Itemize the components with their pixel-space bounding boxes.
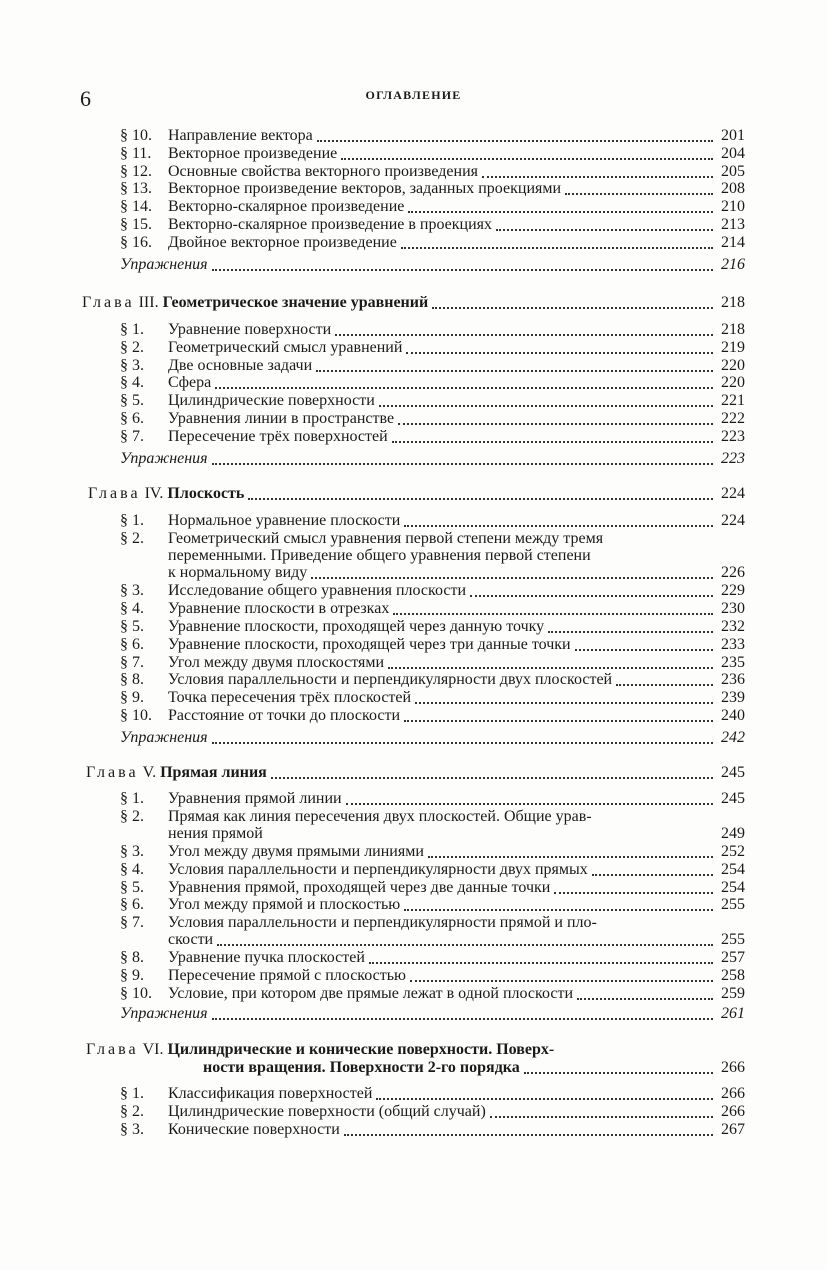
toc-entry: § 11. Векторное произведение 204 — [120, 145, 745, 162]
toc-entry: § 15. Векторно-скалярное произведение в проекциях 213 — [120, 216, 745, 233]
toc-entry: § 5. Уравнение плоскости, проходящей через данную точку 232 — [120, 618, 745, 635]
chapter-heading: Глава III. Геометрическое значение уравнений 218 — [82, 294, 745, 311]
running-title: ОГЛАВЛЕНИЕ — [365, 88, 462, 102]
toc-entry: § 12. Основные свойства векторного произведения 205 — [120, 163, 745, 180]
toc-entry: § 13. Векторное произведение векторов, заданных проекциями 208 — [120, 180, 745, 197]
toc-entry: § 10. Направление вектора 201 — [120, 127, 745, 144]
toc-entry: § 7. Угол между двумя плоскостями 235 — [120, 654, 745, 671]
toc-entry: § 1. Нормальное уравнение плоскости 224 — [120, 512, 745, 529]
chapter-heading: Глава VI. Цилиндрические и конические поверхности. Поверх- — [86, 1041, 555, 1058]
toc-exercises: Упражнения 216 — [120, 256, 745, 273]
toc-entry: § 4. Условия параллельности и перпендикулярности двух прямых 254 — [120, 861, 745, 878]
toc-entry: § 2. Геометрический смысл уравнения первой степени между тремя — [120, 530, 604, 547]
toc-entry-continuation: переменными. Приведение общего уравнения первой степени — [168, 547, 591, 564]
toc-entry: § 1. Уравнения прямой линии 245 — [120, 790, 745, 807]
toc-entry-continuation: к нормальному виду 226 — [168, 564, 745, 581]
toc-exercises: Упражнения 242 — [120, 729, 745, 746]
chapter-heading-continuation: ности вращения. Поверхности 2-го порядка 266 — [203, 1059, 745, 1076]
toc-entry: § 16. Двойное векторное произведение 214 — [120, 234, 745, 251]
toc-exercises: Упражнения 261 — [120, 1005, 745, 1022]
toc-entry: § 9. Пересечение прямой с плоскостью 258 — [120, 967, 745, 984]
chapter-heading: Глава IV. Плоскость 224 — [88, 485, 745, 502]
toc-entry: § 6. Угол между прямой и плоскостью 255 — [120, 896, 745, 913]
toc-entry: § 14. Векторно-скалярное произведение 210 — [120, 198, 745, 215]
page-number: 6 — [80, 86, 91, 111]
toc-entry: § 3. Угол между двумя прямыми линиями 252 — [120, 843, 745, 860]
toc-entry: § 2. Геометрический смысл уравнений 219 — [120, 339, 745, 356]
toc-entry: § 5. Уравнения прямой, проходящей через две данные точки 254 — [120, 879, 745, 896]
toc-entry: § 4. Уравнение плоскости в отрезках 230 — [120, 600, 745, 617]
toc-entry: § 6. Уравнение плоскости, проходящей через три данные точки 233 — [120, 636, 745, 653]
toc-entry: § 10. Расстояние от точки до плоскости 240 — [120, 707, 745, 724]
chapter-heading: Глава V. Прямая линия 245 — [86, 764, 745, 781]
toc-entry: § 8. Уравнение пучка плоскостей 257 — [120, 949, 745, 966]
toc-entry: § 2. Прямая как линия пересечения двух плоскостей. Общие урав- — [120, 808, 592, 825]
toc-entry-continuation: нения прямой 249 — [168, 825, 745, 842]
toc-entry: § 7. Пересечение трёх поверхностей 223 — [120, 428, 745, 445]
toc-entry-continuation: скости 255 — [168, 931, 745, 948]
toc-entry: § 8. Условия параллельности и перпендикулярности двух плоскостей 236 — [120, 671, 745, 688]
toc-entry: § 10. Условие, при котором две прямые лежат в одной плоскости 259 — [120, 985, 745, 1002]
toc-entry: § 4. Сфера 220 — [120, 374, 745, 391]
toc-entry: § 5. Цилиндрические поверхности 221 — [120, 392, 745, 409]
toc-entry: § 1. Классификация поверхностей 266 — [120, 1085, 745, 1102]
toc-exercises: Упражнения 223 — [120, 450, 745, 467]
toc-entry: § 6. Уравнения линии в пространстве 222 — [120, 410, 745, 427]
toc-entry: § 3. Исследование общего уравнения плоскости 229 — [120, 582, 745, 599]
toc-entry: § 2. Цилиндрические поверхности (общий случай) 266 — [120, 1103, 745, 1120]
toc-entry: § 1. Уравнение поверхности 218 — [120, 321, 745, 338]
toc-entry: § 7. Условия параллельности и перпендикулярности прямой и пло- — [120, 914, 597, 931]
toc-entry: § 3. Конические поверхности 267 — [120, 1121, 745, 1138]
toc-entry: § 3. Две основные задачи 220 — [120, 357, 745, 374]
toc-entry: § 9. Точка пересечения трёх плоскостей 239 — [120, 689, 745, 706]
